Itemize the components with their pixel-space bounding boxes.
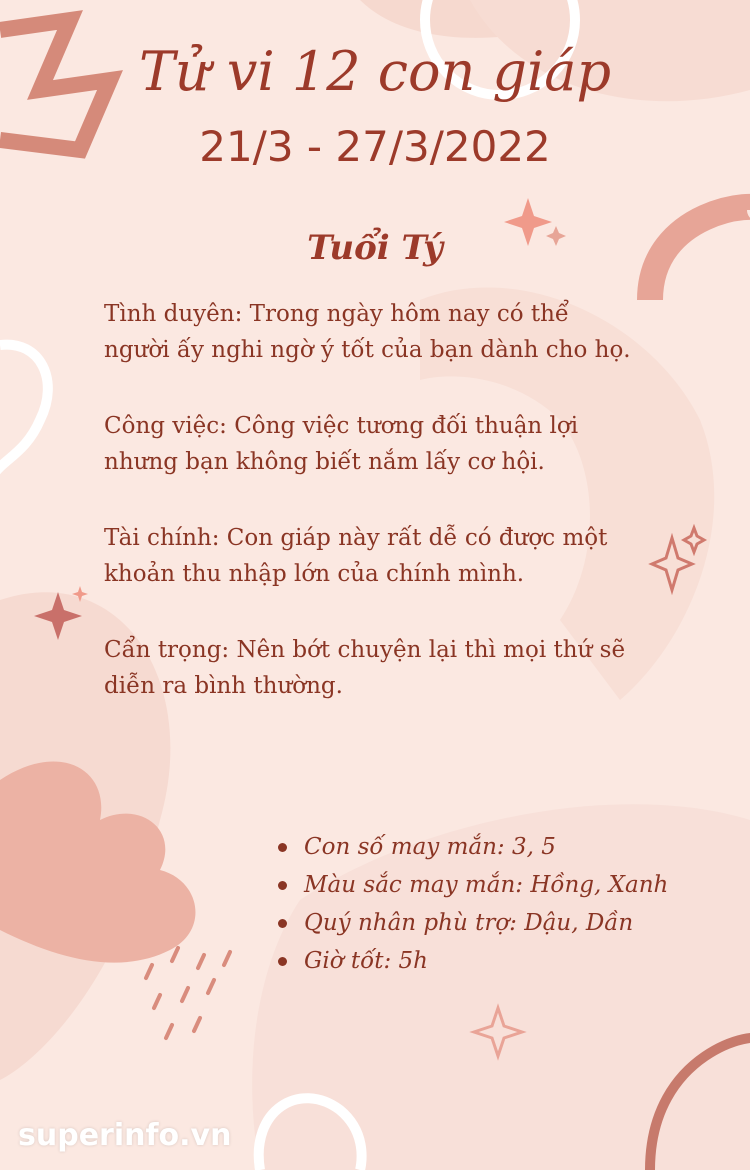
watermark: superinfo.vn	[18, 1118, 232, 1153]
lucky-list	[272, 828, 692, 980]
horoscope-body	[104, 296, 664, 744]
date-range: 21/3 - 27/3/2022	[199, 122, 551, 171]
paragraph-caution	[104, 632, 664, 704]
paragraph-line: Công việc: Công việc tương đối thuận lợi	[104, 413, 579, 439]
zodiac-heading: Tuổi Tý	[307, 228, 443, 268]
lucky-patron: Quý nhân phù trợ: Dậu, Dần	[272, 904, 692, 942]
lucky-hour: Giờ tốt: 5h	[272, 942, 692, 980]
paragraph-work	[104, 408, 664, 480]
paragraph-line: nhưng bạn không biết nắm lấy cơ hội.	[104, 449, 545, 475]
paragraph-line: Tài chính: Con giáp này rất dễ có được một	[104, 525, 608, 551]
paragraph-line: khoản thu nhập lớn của chính mình.	[104, 561, 525, 587]
paragraph-line: Cẩn trọng: Nên bớt chuyện lại thì mọi thứ sẽ	[104, 637, 626, 663]
paragraph-line: Tình duyên: Trong ngày hôm nay có thể	[104, 301, 570, 327]
paragraph-love	[104, 296, 664, 368]
lucky-color: Màu sắc may mắn: Hồng, Xanh	[272, 866, 692, 904]
paragraph-line: người ấy nghi ngờ ý tốt của bạn dành cho họ.	[104, 337, 631, 363]
paragraph-finance	[104, 520, 664, 592]
page-title: Tử vi 12 con giáp	[138, 40, 612, 103]
paragraph-line: diễn ra bình thường.	[104, 673, 343, 699]
lucky-number: Con số may mắn: 3, 5	[272, 828, 692, 866]
